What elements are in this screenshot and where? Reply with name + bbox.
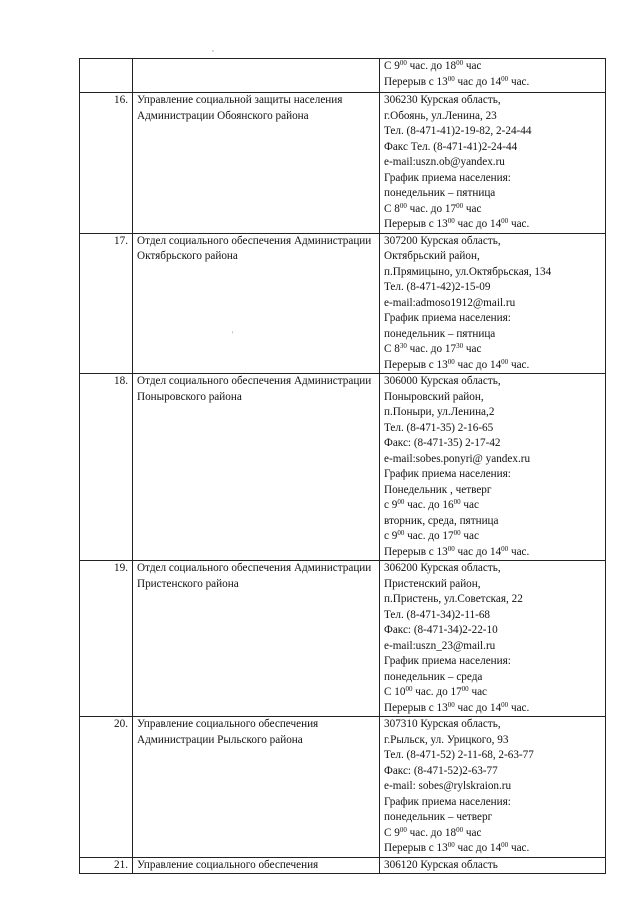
info-line: Перерыв с $13^{00}$ час до $14^{00}$ час. (384, 217, 530, 230)
info-line: Перерыв с $13^{00}$ час до $14^{00}$ час. (384, 357, 530, 371)
table-row (80, 233, 606, 374)
info-line: Перерыв с $13^{00}$ час до $14^{00}$ час. (384, 544, 530, 558)
row-number-cell: 19. (80, 561, 133, 717)
organization-name-cell (133, 59, 380, 93)
row-number-cell: 16. (80, 93, 133, 234)
info-line: Пристенский район, (384, 577, 481, 590)
table-row (80, 93, 606, 234)
organization-name-cell: Управление социального обеспечения (133, 857, 380, 874)
table-row (80, 374, 606, 561)
info-line: Перерыв с $13^{00}$ час до $14^{00}$ час. (384, 74, 530, 88)
row-number-cell: 18. (80, 374, 133, 561)
info-line: понедельник – пятница (384, 327, 496, 340)
info-line: понедельник – пятница (384, 187, 496, 199)
info-line: Тел. (8-471-41)2-19-82, 2-24-44 (384, 125, 532, 137)
row-number-cell: 20. (80, 717, 133, 858)
contact-info-cell (380, 374, 606, 561)
row-number-cell (80, 59, 133, 93)
info-line: e-mail:uszn_23@mail.ru (384, 639, 496, 652)
contact-info-cell (380, 561, 606, 717)
table-body (80, 59, 606, 874)
organization-name-cell: Отдел социального обеспечения Администрации Поныровского района (133, 374, 380, 561)
social-services-table (79, 58, 606, 874)
contact-info-cell (380, 857, 606, 874)
info-line: График приема населения: (384, 312, 511, 324)
info-line: График приема населения: (384, 171, 511, 184)
info-line: Факс: (8-471-35) 2-17-42 (384, 437, 501, 449)
info-line: e-mail:sobes.ponyri@ yandex.ru (384, 452, 531, 465)
info-line: 307310 Курская область, (384, 718, 501, 730)
info-line: Факс Тел. (8-471-41)2-24-44 (384, 140, 518, 153)
info-line: 306120 Курская область (384, 858, 498, 871)
info-line: г.Рыльск, ул. Урицкого, 93 (384, 733, 509, 746)
info-line: п.Прямицыно, ул.Октябрьская, 134 (384, 265, 552, 278)
info-line: Тел. (8-471-42)2-15-09 (384, 281, 491, 293)
table-row (80, 561, 606, 717)
info-line: e-mail:uszn.ob@yandex.ru (384, 156, 505, 168)
row-number-cell: 17. (80, 233, 133, 374)
info-line: С $10^{00}$ час. до $17^{00}$ час (384, 685, 488, 698)
info-line: Факс: (8-471-52)2-63-77 (384, 764, 498, 777)
scan-mark: , (212, 44, 214, 53)
organization-name-cell: Отдел социального обеспечения Администрации Октябрьского района (133, 233, 380, 374)
info-line: 307200 Курская область, (384, 234, 501, 247)
info-line: п.Пристень, ул.Советская, 22 (384, 593, 523, 605)
info-line: С $8^{30}$ час. до $17^{30}$ час (384, 342, 482, 355)
info-line: С $9^{00}$ час. до $18^{00}$ час (384, 825, 482, 839)
organization-name-cell: Управление социального обеспечения Администрации Рыльского района (133, 717, 380, 858)
info-line: Тел. (8-471-35) 2-16-65 (384, 421, 494, 434)
info-line: Понедельник , четверг (384, 483, 492, 496)
info-line: с $9^{00}$ час. до $17^{00}$ час (384, 529, 479, 542)
info-line: понедельник – среда (384, 670, 483, 683)
organization-name-cell: Управление социальной защиты населения Администрации Обоянского района (133, 93, 380, 234)
info-line: г.Обоянь, ул.Ленина, 23 (384, 109, 497, 122)
contact-info-cell (380, 233, 606, 374)
info-line: e-mail:admoso1912@mail.ru (384, 296, 516, 309)
info-line: вторник, среда, пятница (384, 514, 499, 527)
info-line: e-mail: sobes@rylskraion.ru (384, 780, 512, 792)
info-line: Перерыв с $13^{00}$ час до $14^{00}$ час. (384, 841, 530, 854)
organization-name-cell: Отдел социального обеспечения Администрации Пристенского района (133, 561, 380, 717)
info-line: График приема населения: (384, 655, 511, 667)
info-line: 306200 Курская область, (384, 562, 501, 574)
contact-info-cell (380, 59, 606, 93)
table-row (80, 857, 606, 874)
info-line: С $9^{00}$ час. до $18^{00}$ час (384, 59, 482, 72)
info-line: Факс: (8-471-34)2-22-10 (384, 624, 498, 636)
table-row (80, 59, 606, 93)
info-line: Перерыв с $13^{00}$ час до $14^{00}$ час. (384, 700, 530, 714)
info-line: 306000 Курская область, (384, 375, 501, 387)
info-line: График приема населения: (384, 795, 511, 808)
info-line: понедельник – четверг (384, 811, 493, 823)
contact-info-cell (380, 717, 606, 858)
info-line: График приема населения: (384, 468, 511, 480)
info-line: Тел. (8-471-52) 2-11-68, 2-63-77 (384, 749, 534, 761)
scan-mark: ' (232, 330, 234, 339)
info-line: 306230 Курская область, (384, 94, 501, 106)
contact-info-cell (380, 93, 606, 234)
info-line: п.Поныри, ул.Ленина,2 (384, 406, 495, 418)
table-row (80, 717, 606, 858)
info-line: С $8^{00}$ час. до $17^{00}$ час (384, 201, 482, 215)
row-number-cell: 21. (80, 857, 133, 874)
info-line: Октябрьский район, (384, 250, 480, 262)
info-line: Тел. (8-471-34)2-11-68 (384, 608, 491, 621)
info-line: с $9^{00}$ час. до $16^{00}$ час (384, 498, 479, 511)
info-line: Поныровский район, (384, 390, 484, 403)
